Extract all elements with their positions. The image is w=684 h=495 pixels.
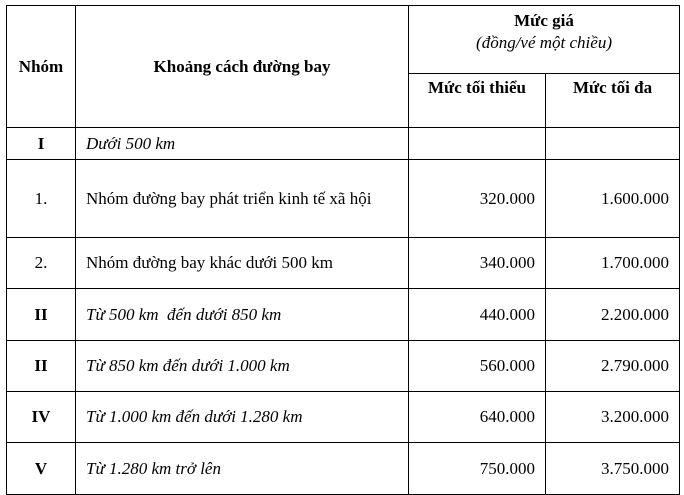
cell-min: 340.000: [409, 238, 546, 289]
cell-max: [546, 128, 680, 160]
cell-group: II: [7, 289, 76, 341]
cell-group: I: [7, 128, 76, 160]
cell-min: 640.000: [409, 392, 546, 443]
header-max: Mức tối đa: [546, 74, 680, 128]
cell-description: Từ 1.000 km đến dưới 1.280 km: [76, 392, 409, 443]
cell-description: Từ 500 km đến dưới 850 km: [76, 289, 409, 341]
table-row: [7, 341, 680, 392]
cell-max: 1.700.000: [546, 238, 680, 289]
cell-group: V: [7, 443, 76, 495]
header-price-title: Mức giá: [514, 11, 574, 30]
cell-min: 440.000: [409, 289, 546, 341]
table-row: [7, 392, 680, 443]
cell-max: 2.790.000: [546, 341, 680, 392]
cell-description: Từ 850 km đến dưới 1.000 km: [76, 341, 409, 392]
header-distance: Khoảng cách đường bay: [76, 6, 409, 128]
table-row: [7, 289, 680, 341]
header-price-unit: (đồng/vé một chiều): [476, 33, 612, 52]
header-price: [409, 6, 680, 74]
cell-description: Dưới 500 km: [76, 128, 409, 160]
cell-max: 3.200.000: [546, 392, 680, 443]
cell-min: [409, 128, 546, 160]
header-group: Nhóm: [7, 6, 76, 128]
cell-max: 3.750.000: [546, 443, 680, 495]
cell-min: 750.000: [409, 443, 546, 495]
cell-description: Từ 1.280 km trở lên: [76, 443, 409, 495]
table-row: [7, 128, 680, 160]
cell-min: 560.000: [409, 341, 546, 392]
cell-group: 2.: [7, 238, 76, 289]
cell-max: 2.200.000: [546, 289, 680, 341]
cell-description: Nhóm đường bay phát triển kinh tế xã hội: [76, 160, 409, 238]
airfare-table: [6, 5, 680, 495]
cell-max: 1.600.000: [546, 160, 680, 238]
table-row: [7, 443, 680, 495]
header-row: [7, 6, 680, 74]
cell-group: IV: [7, 392, 76, 443]
cell-group: 1.: [7, 160, 76, 238]
cell-group: II: [7, 341, 76, 392]
header-min: Mức tối thiểu: [409, 74, 546, 128]
table-row: [7, 160, 680, 238]
cell-min: 320.000: [409, 160, 546, 238]
cell-description: Nhóm đường bay khác dưới 500 km: [76, 238, 409, 289]
table-row: [7, 238, 680, 289]
